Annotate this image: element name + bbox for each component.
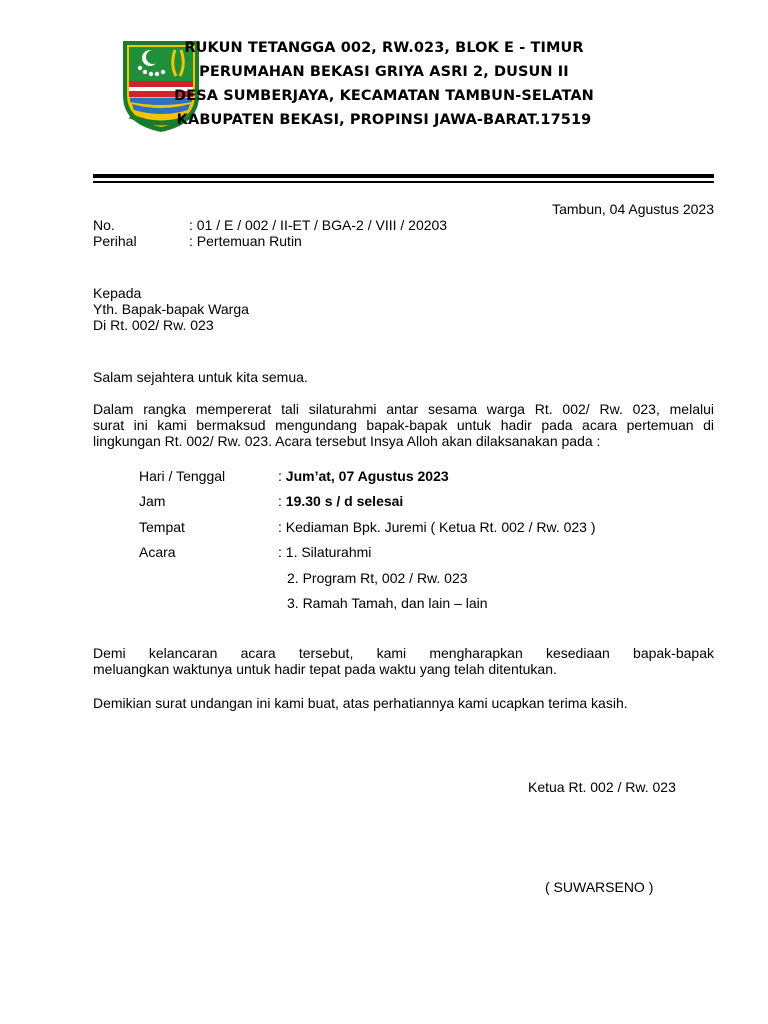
agenda-label: Acara — [139, 544, 176, 560]
time-value-row — [278, 493, 403, 509]
agenda-item: : 1. Silaturahmi — [278, 544, 372, 560]
day-value-row — [278, 468, 449, 484]
intro-line-1: Dalam rangka mempererat tali silaturahmi antar sesama warga Rt. 002/ Rw. 023, melalui — [93, 401, 714, 417]
recipient-line: Di Rt. 002/ Rw. 023 — [93, 317, 214, 333]
day-value: Jum’at, 07 Agustus 2023 — [285, 468, 449, 484]
closing-thanks: Demikian surat undangan ini kami buat, atas perhatiannya kami ucapkan terima kasih. — [93, 695, 628, 711]
number-value: : 01 / E / 002 / II-ET / BGA-2 / VIII / 20203 — [189, 217, 448, 233]
place-label: Tempat — [139, 519, 185, 535]
agenda-item: 2. Program Rt, 002 / Rw. 023 — [287, 570, 468, 586]
number-label: No. — [93, 217, 115, 233]
signature-name: ( SUWARSENO ) — [545, 879, 654, 895]
letterhead-line-1: RUKUN TETANGGA 002, RW.023, BLOK E - TIMUR — [184, 40, 584, 56]
letterhead-rule-thick — [93, 174, 714, 178]
closing-request-line-2: meluangkan waktunya untuk hadir tepat pada waktu yang telah ditentukan. — [93, 661, 557, 677]
intro-line-2: surat ini kami bermaksud mengundang bapak-bapak untuk hadir pada acara pertemuan di — [93, 417, 714, 433]
subject-label: Perihal — [93, 233, 137, 249]
closing-request-line-1: Demi kelancaran acara tersebut, kami mengharapkan kesediaan bapak-bapak — [93, 645, 714, 661]
intro-line-3: lingkungan Rt. 002/ Rw. 023. Acara tersebut Insya Alloh akan dilaksanakan pada : — [93, 433, 601, 449]
time-value: 19.30 s / d selesai — [285, 493, 404, 509]
letterhead-line-3: DESA SUMBERJAYA, KECAMATAN TAMBUN-SELATAN — [174, 88, 594, 104]
recipient-line: Yth. Bapak-bapak Warga — [93, 301, 249, 317]
subject-value: : Pertemuan Rutin — [189, 233, 302, 249]
letterhead-line-4: KABUPATEN BEKASI, PROPINSI JAWA-BARAT.17519 — [176, 112, 592, 128]
recipient-line: Kepada — [93, 285, 142, 301]
agenda-item: 3. Ramah Tamah, dan lain – lain — [287, 595, 488, 611]
place-value: : Kediaman Bpk. Juremi ( Ketua Rt. 002 / Rw. 023 ) — [278, 519, 596, 535]
day-label: Hari / Tenggal — [139, 468, 226, 484]
day-colon: : — [278, 468, 286, 484]
signature-title: Ketua Rt. 002 / Rw. 023 — [528, 779, 676, 795]
letterhead-rule-thin — [93, 181, 714, 183]
letterhead-line-2: PERUMAHAN BEKASI GRIYA ASRI 2, DUSUN II — [199, 64, 569, 80]
time-colon: : — [278, 493, 286, 509]
greeting: Salam sejahtera untuk kita semua. — [93, 369, 308, 385]
time-label: Jam — [139, 493, 166, 509]
date-place: Tambun, 04 Agustus 2023 — [552, 201, 714, 217]
